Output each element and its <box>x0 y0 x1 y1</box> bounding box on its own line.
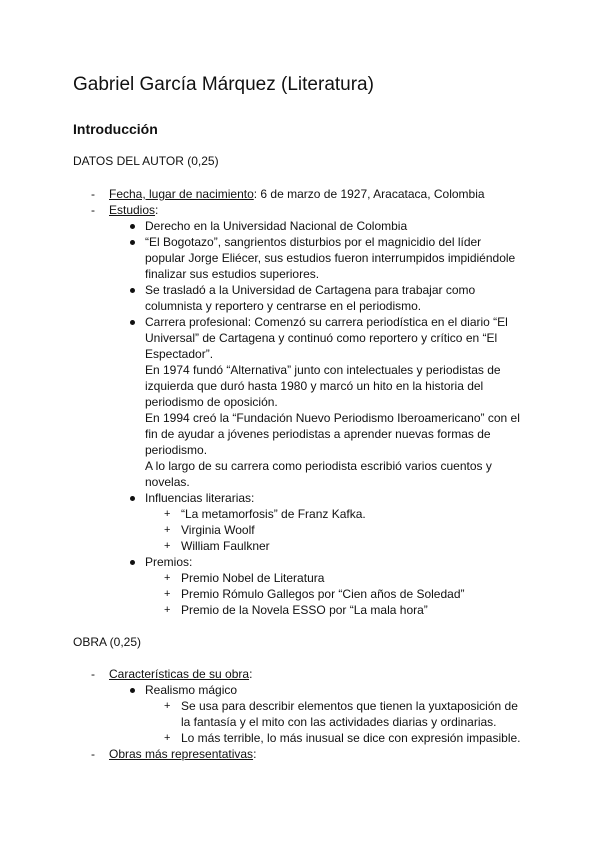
award-item: Premio de la Novela ESSO por “La mala hora” <box>181 603 428 617</box>
characteristics-colon: : <box>249 667 253 681</box>
law-degree-text: Derecho en la Universidad Nacional de Colombia <box>145 219 408 233</box>
career-line-6: periodismo de oposición. <box>145 395 278 409</box>
career-line-11: novelas. <box>145 475 190 489</box>
bogotazo-line-1: “El Bogotazo”, sangrientos disturbios por el magnicidio del líder <box>145 235 482 249</box>
birth-text: : 6 de marzo de 1927, Aracataca, Colombia <box>253 187 485 201</box>
plus-marker: + <box>164 508 171 520</box>
transfer-line-1: Se trasladó a la Universidad de Cartagena para trabajar como <box>145 283 476 297</box>
plus-marker: + <box>164 604 171 616</box>
influence-item: William Faulkner <box>181 539 270 553</box>
magic-realism-desc-line-1: Se usa para describir elementos que tienen la yuxtaposición de <box>181 699 518 713</box>
characteristics-item <box>109 666 252 682</box>
works-label: Obras más representativas <box>109 747 254 761</box>
list-dash: - <box>91 187 95 201</box>
influence-item: “La metamorfosis” de Franz Kafka. <box>181 507 366 521</box>
plus-marker: + <box>164 732 171 744</box>
bullet-dot <box>130 240 135 245</box>
bogotazo-line-2: popular Jorge Eliécer, sus estudios fueron interrumpidos impidiéndole <box>145 251 516 265</box>
plus-marker: + <box>164 588 171 600</box>
career-line-2: Universal” de Cartagena y continuó como reportero y crítico en “El <box>145 331 498 345</box>
characteristics-label: Características de su obra <box>109 667 250 681</box>
career-line-1: Carrera profesional: Comenzó su carrera periodística en el diario “El <box>145 315 508 329</box>
award-item: Premio Rómulo Gallegos por “Cien años de Soledad” <box>181 587 465 601</box>
studies-colon: : <box>155 203 159 217</box>
list-dash: - <box>91 667 95 681</box>
career-line-4: En 1974 fundó “Alternativa” junto con intelectuales y periodistas de <box>145 363 501 377</box>
works-colon: : <box>253 747 257 761</box>
document-title: Gabriel García Márquez (Literatura) <box>73 74 374 95</box>
list-dash: - <box>91 203 95 217</box>
career-line-5: izquierda que duró hasta 1980 y marcó un hito en la historia del <box>145 379 484 393</box>
studies-item <box>109 202 158 218</box>
bullet-dot <box>130 320 135 325</box>
magic-realism-label: Realismo mágico <box>145 683 238 697</box>
transfer-line-2: columnista y reportero y centrarse en el periodismo. <box>145 299 422 313</box>
career-line-3: Espectador”. <box>145 347 214 361</box>
author-data-heading: DATOS DEL AUTOR (0,25) <box>73 154 219 168</box>
introduction-heading: Introducción <box>73 121 158 137</box>
bullet-dot <box>130 496 135 501</box>
plus-marker: + <box>164 524 171 536</box>
career-line-10: A lo largo de su carrera como periodista escribió varios cuentos y <box>145 459 492 473</box>
career-line-7: En 1994 creó la “Fundación Nuevo Periodismo Iberoamericano” con el <box>145 411 520 425</box>
work-heading: OBRA (0,25) <box>73 635 142 649</box>
awards-label: Premios: <box>145 555 193 569</box>
birth-item <box>109 186 485 202</box>
bullet-dot <box>130 688 135 693</box>
career-line-9: periodismo. <box>145 443 208 457</box>
list-dash: - <box>91 747 95 761</box>
magic-realism-desc-line-3: Lo más terrible, lo más inusual se dice con expresión impasible. <box>181 731 521 745</box>
career-line-8: fin de ayudar a jóvenes periodistas a aprender nuevas formas de <box>145 427 491 441</box>
magic-realism-desc-line-2: la fantasía y el mito con las actividades diarias y ordinarias. <box>181 715 497 729</box>
plus-marker: + <box>164 540 171 552</box>
birth-label: Fecha, lugar de nacimiento <box>109 187 254 201</box>
influence-item: Virginia Woolf <box>181 523 255 537</box>
influences-label: Influencias literarias: <box>145 491 255 505</box>
works-item <box>109 746 256 762</box>
bogotazo-line-3: finalizar sus estudios superiores. <box>145 267 320 281</box>
studies-label: Estudios <box>109 203 156 217</box>
award-item: Premio Nobel de Literatura <box>181 571 325 585</box>
bullet-dot <box>130 288 135 293</box>
plus-marker: + <box>164 700 171 712</box>
bullet-dot <box>130 560 135 565</box>
plus-marker: + <box>164 572 171 584</box>
bullet-dot <box>130 224 135 229</box>
